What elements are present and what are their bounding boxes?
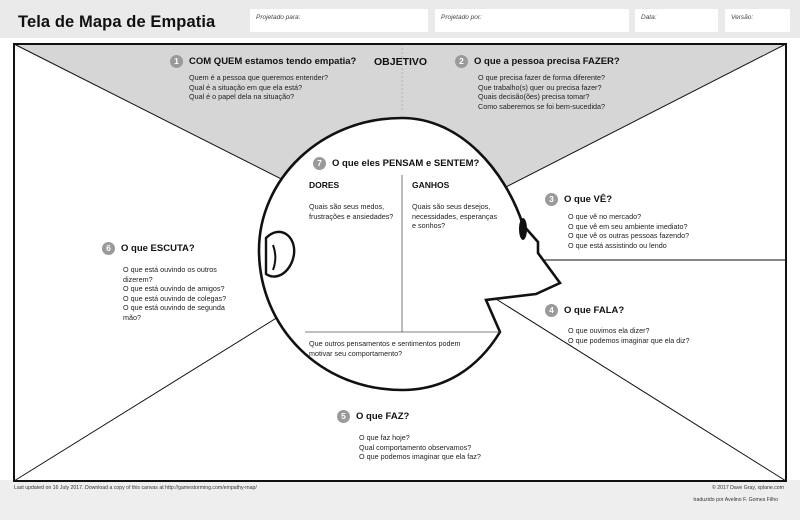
section-do-title: O que a pessoa precisa FAZER? — [474, 56, 620, 68]
goal-label: OBJETIVO — [374, 56, 428, 68]
section-hear-title: O que ESCUTA? — [121, 243, 195, 255]
section-say-title: O que FALA? — [564, 305, 625, 317]
section-see-header — [545, 193, 612, 206]
section-see-prompts — [568, 212, 689, 250]
prompt-line: O que está ouvindo de segunda — [123, 303, 225, 313]
prompt-line: Qual é a situação em que ela está? — [189, 82, 303, 92]
field-designed-for[interactable]: Projetado para: — [250, 9, 428, 32]
prompt-line: Quem é a pessoa que queremos entender? — [189, 73, 329, 82]
section-hear-header — [102, 242, 195, 255]
prompt-line: O que está assistindo ou lendo — [568, 240, 667, 250]
step-number-badge: 7 — [313, 157, 326, 170]
other-thoughts-prompts — [309, 339, 460, 358]
prompt-line: O que podemos imaginar que ela faz? — [359, 452, 481, 462]
gains-prompts — [412, 202, 497, 231]
prompt-line: O que podemos imaginar que ela diz? — [568, 335, 690, 345]
page-title: Tela de Mapa de Empatia — [18, 13, 216, 31]
field-designed-by[interactable]: Projetado por: — [435, 9, 629, 32]
field-date[interactable]: Data: — [635, 9, 718, 32]
prompt-line: O que vê no mercado? — [568, 212, 642, 221]
section-doing-prompts — [359, 433, 481, 462]
prompt-line: Que outros pensamentos e sentimentos podem — [309, 339, 461, 348]
prompt-line: O que vê em seu ambiente imediato? — [568, 221, 688, 231]
step-number-badge: 5 — [337, 410, 350, 423]
prompt-line: motivar seu comportamento? — [309, 348, 403, 358]
section-think-header — [313, 157, 479, 170]
section-who-header — [170, 55, 356, 68]
section-say-header — [545, 304, 624, 317]
section-hear-prompts — [123, 265, 226, 323]
section-who-prompts — [189, 73, 328, 102]
prompt-line: Qual comportamento observamos? — [359, 442, 472, 452]
prompt-line: e sonhos? — [412, 221, 446, 231]
section-doing-header — [337, 410, 409, 423]
prompt-line: O que faz hoje? — [359, 433, 410, 442]
prompt-line: O que está ouvindo de amigos? — [123, 284, 225, 294]
pains-prompts — [309, 202, 393, 221]
footer-update-note: Last updated on 16 July 2017. Download a copy of this canvas at http://gamestorming.com/empathy-map/ — [14, 485, 257, 491]
pains-title: DORES — [309, 180, 340, 190]
section-doing-title: O que FAZ? — [356, 411, 410, 423]
prompt-line: O que está ouvindo de colegas? — [123, 293, 227, 303]
prompt-line: Como saberemos se foi bem-sucedida? — [478, 101, 606, 111]
footer-translator: traduzido por Avelino F. Gomes Filho — [693, 497, 778, 503]
prompt-line: Quais são seus desejos, — [412, 202, 491, 211]
gains-title: GANHOS — [412, 180, 450, 190]
step-number-badge: 4 — [545, 304, 558, 317]
section-who-title: COM QUEM estamos tendo empatia? — [189, 56, 357, 68]
step-number-badge: 2 — [455, 55, 468, 68]
section-see-title: O que VÊ? — [564, 194, 613, 206]
step-number-badge: 6 — [102, 242, 115, 255]
prompt-line: O que ouvimos ela dizer? — [568, 326, 650, 335]
section-think-title: O que eles PENSAM e SENTEM? — [332, 158, 480, 170]
prompt-line: Qual é o papel dela na situação? — [189, 92, 295, 102]
section-do-header — [455, 55, 620, 68]
eye-icon — [519, 218, 527, 240]
prompt-line: mão? — [123, 312, 141, 322]
field-version[interactable]: Versão: — [725, 9, 790, 32]
prompt-line: O que vê os outras pessoas fazendo? — [568, 231, 690, 241]
section-say-prompts — [568, 326, 689, 345]
prompt-line: frustrações e ansiedades? — [309, 211, 394, 221]
footer-copyright: © 2017 Dave Gray, xplane.com — [711, 485, 784, 491]
prompt-line: Que trabalho(s) quer ou precisa fazer? — [478, 82, 602, 92]
prompt-line: necessidades, esperanças — [412, 211, 498, 221]
section-do-prompts — [478, 73, 605, 111]
step-number-badge: 3 — [545, 193, 558, 206]
prompt-line: O que está ouvindo os outros — [123, 265, 217, 274]
prompt-line: dizerem? — [123, 274, 153, 284]
step-number-badge: 1 — [170, 55, 183, 68]
prompt-line: Quais são seus medos, — [309, 202, 385, 211]
prompt-line: Quais decisão(ões) precisa tomar? — [478, 92, 590, 102]
prompt-line: O que precisa fazer de forma diferente? — [478, 73, 606, 82]
